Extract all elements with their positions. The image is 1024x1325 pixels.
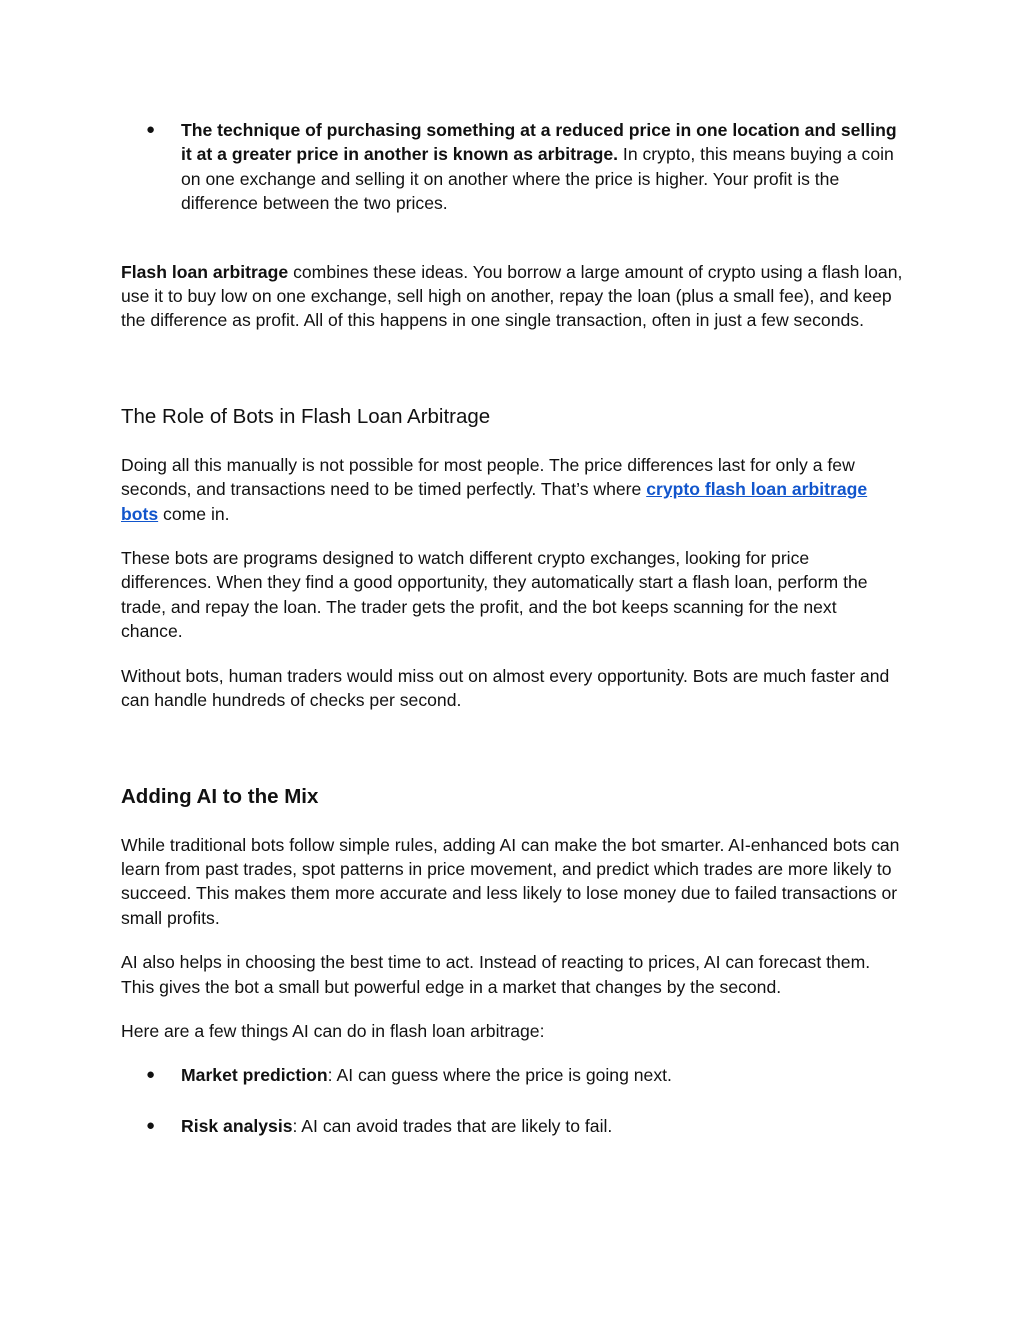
market-prediction-text: : AI can guess where the price is going next.: [327, 1065, 672, 1086]
flash-loan-term: Flash loan arbitrage: [121, 261, 289, 282]
flash-loan-text: combines these ideas. You borrow a large amount of crypto using a flash loan, use it to buy low on one exchange, sell high on another, repay the loan (plus a small fee), and keep the difference as profit. All of this happens in one single transaction, often in just a few seconds.: [121, 261, 903, 331]
list-item-risk-analysis: [121, 1114, 903, 1138]
list-item-market-prediction: [121, 1063, 903, 1087]
ai-paragraph-2: AI also helps in choosing the best time to act. Instead of reacting to prices, AI can forecast them. This gives the bot a small but powerful edge in a market that changes by the second.: [121, 952, 871, 997]
heading-adding-ai: Adding AI to the Mix: [121, 784, 319, 808]
document-body: [121, 118, 903, 1138]
risk-analysis-term: Risk analysis: [181, 1115, 293, 1136]
ai-paragraph-1: While traditional bots follow simple rules, adding AI can make the bot smarter. AI-enhanced bots can learn from past trades, spot patterns in price movement, and predict which trades are more likely to succeed. This makes them more accurate and less likely to lose money due to failed transactions or small profits.: [121, 834, 900, 928]
arbitrage-definition-text: In crypto, this means buying a coin on one exchange and selling it on another where the price is higher. Your profit is the difference between the two prices.: [181, 144, 894, 214]
arbitrage-definition: [181, 118, 903, 216]
risk-analysis-text: : AI can avoid trades that are likely to fail.: [292, 1115, 613, 1136]
crypto-bots-link[interactable]: crypto flash loan arbitrage bots: [121, 479, 868, 524]
bots-paragraph-2: These bots are programs designed to watch different crypto exchanges, looking for price differences. When they find a good opportunity, they automatically start a flash loan, perform the trade, and repay the loan. The trader gets the profit, and the bot keeps scanning for the next chance.: [121, 548, 868, 642]
flash-loan-paragraph: [121, 260, 903, 333]
list-item-arbitrage: [121, 118, 903, 216]
bullet-icon: ●: [146, 1066, 156, 1084]
heading-role-of-bots: The Role of Bots in Flash Loan Arbitrage: [121, 404, 491, 428]
bots-paragraph-1-tail: come in.: [158, 503, 230, 524]
bots-paragraph-1: [121, 453, 903, 526]
ai-paragraph-3: Here are a few things AI can do in flash loan arbitrage:: [121, 1020, 545, 1041]
bots-paragraph-1-text: Doing all this manually is not possible for most people. The price differences last for only a few seconds, and transactions need to be timed perfectly. That’s where: [121, 454, 855, 500]
bullet-icon: ●: [146, 1116, 156, 1134]
market-prediction-term: Market prediction: [181, 1065, 328, 1086]
bots-paragraph-3: Without bots, human traders would miss out on almost every opportunity. Bots are much faster and can handle hundreds of checks per second.: [121, 665, 890, 711]
bullet-icon: ●: [146, 121, 156, 138]
arbitrage-definition-bold: The technique of purchasing something at a reduced price in one location and selling it at a greater price in another is known as arbitrage.: [181, 120, 897, 165]
